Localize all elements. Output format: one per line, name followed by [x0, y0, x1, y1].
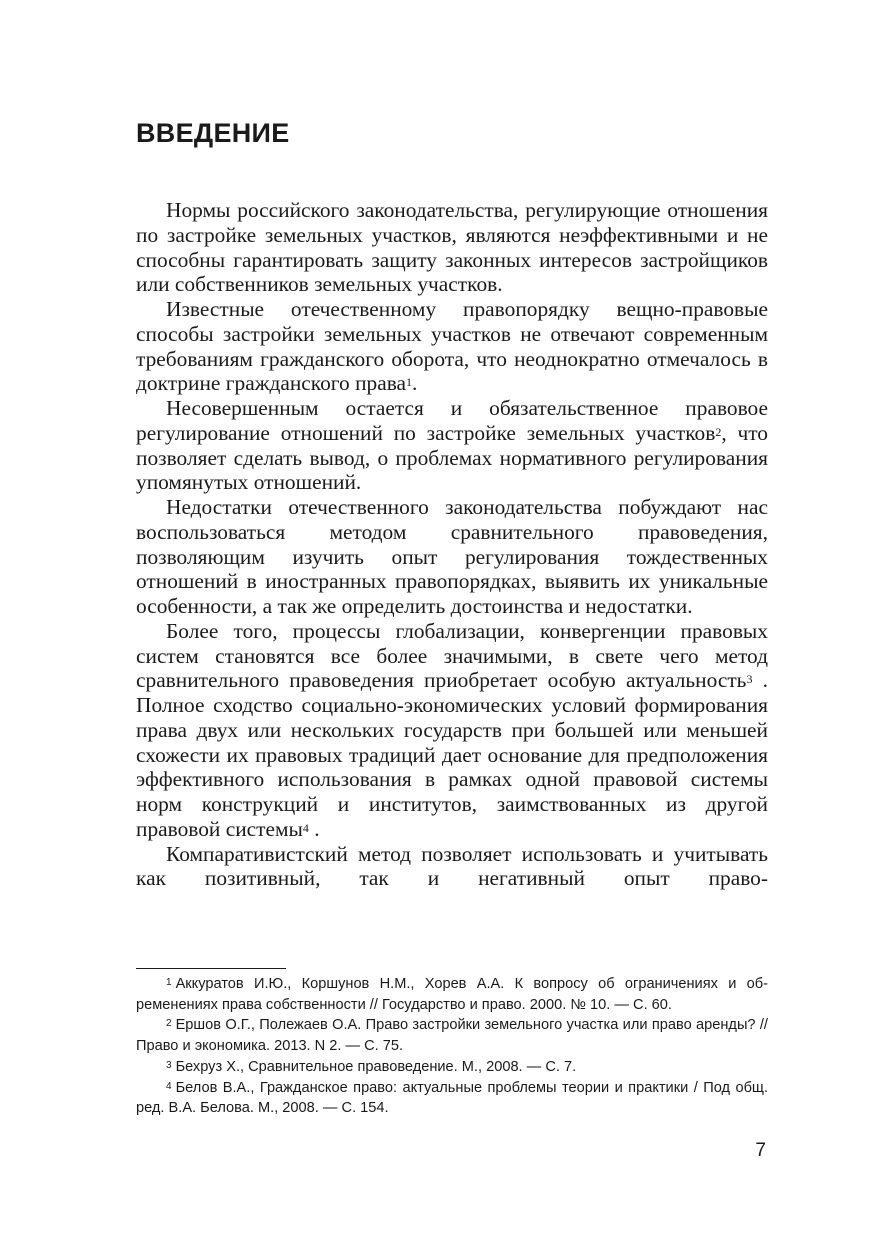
footnote: $^4$ Белов В.А., Гражданское право: актуальные проблемы теории и практики / Под общ. ред. В.А. Белова. М., 2008. — С. 154. [136, 1079, 768, 1117]
paragraph: Недостатки отечественного законодательства побуждают нас воспользоваться методом сравнительного правоведения, позволяющим изучить опыт регулирования тождественных отношений в иностранных правопорядках, выявить их уникальные особенности, а так же определить достоинства и недостатки. [136, 495, 768, 618]
paragraph: Несовершенным остается и обязательственное правовое регулирование отношений по застройке земельных участков$^2$, что позволяет сделать вывод, о проблемах нормативного регулирования упомянутых отношений. [136, 396, 768, 495]
footnote-reference[interactable]: 2 [715, 424, 722, 439]
paragraph: Более того, процессы глобализации, конвергенции правовых систем становятся все более значимыми, в свете чего метод сравнительного правоведения приобретает особую актуальность$^3$ . Полное сходство социально-экономических условий формирования права двух или нескольких государств при большей или меньшей схожести их правовых традиций дает основание для предположения эффективного использования в рамках одной правовой системы норм конструкций и институтов, заимствованных из другой правовой системы$^4$ . [136, 618, 769, 841]
footnote-number: 1 [166, 977, 172, 988]
footnote: $^2$ Ершов О.Г., Полежаев О.А. Право застройки земельного участка или право аренды? //Право и экономика. 2013. N 2. — С. 75. [136, 1017, 768, 1055]
footnotes [136, 974, 768, 1119]
footnote-number: 3 [166, 1059, 172, 1071]
footnote: $^3$ Бехруз Х., Сравнительное правоведение. М., 2008. — С. 7. [166, 1058, 577, 1075]
footnote-number: 4 [166, 1080, 172, 1092]
footnote-reference[interactable]: 3 [746, 672, 753, 687]
paragraph: Известные отечественному правопорядку вещно-правовые способы застройки земельных участков не отвечают современным требованиям гражданского оборота, что неоднократно отмечалось в доктрине гражданского права$^1$. [136, 297, 768, 396]
footnote-divider [136, 968, 286, 969]
page-title: ВВЕДЕНИЕ [136, 118, 290, 148]
body-text [136, 198, 768, 891]
footnote-reference[interactable]: 1 [406, 375, 413, 390]
page-number: 7 [755, 1140, 766, 1161]
paragraph: Компаративистский метод позволяет использовать и учитывать как позитивный, так и негативный опыт право- [136, 841, 768, 891]
paragraph: Нормы российского законодательства, регулирующие отношения по застройке земельных участков, являются неэффективными и не способны гарантировать защиту законных интересов застройщиков или собственников земельных участков. [136, 198, 768, 297]
footnote-number: 2 [166, 1018, 172, 1030]
footnote-reference[interactable]: 4 [302, 820, 309, 835]
footnote: $^1$ Аккуратов И.Ю., Коршунов Н.М., Хорев А.А. К вопросу об ограничениях и обременениях права собственности // Государство и право. 2000. № 10. — С. 60. [136, 976, 768, 1013]
